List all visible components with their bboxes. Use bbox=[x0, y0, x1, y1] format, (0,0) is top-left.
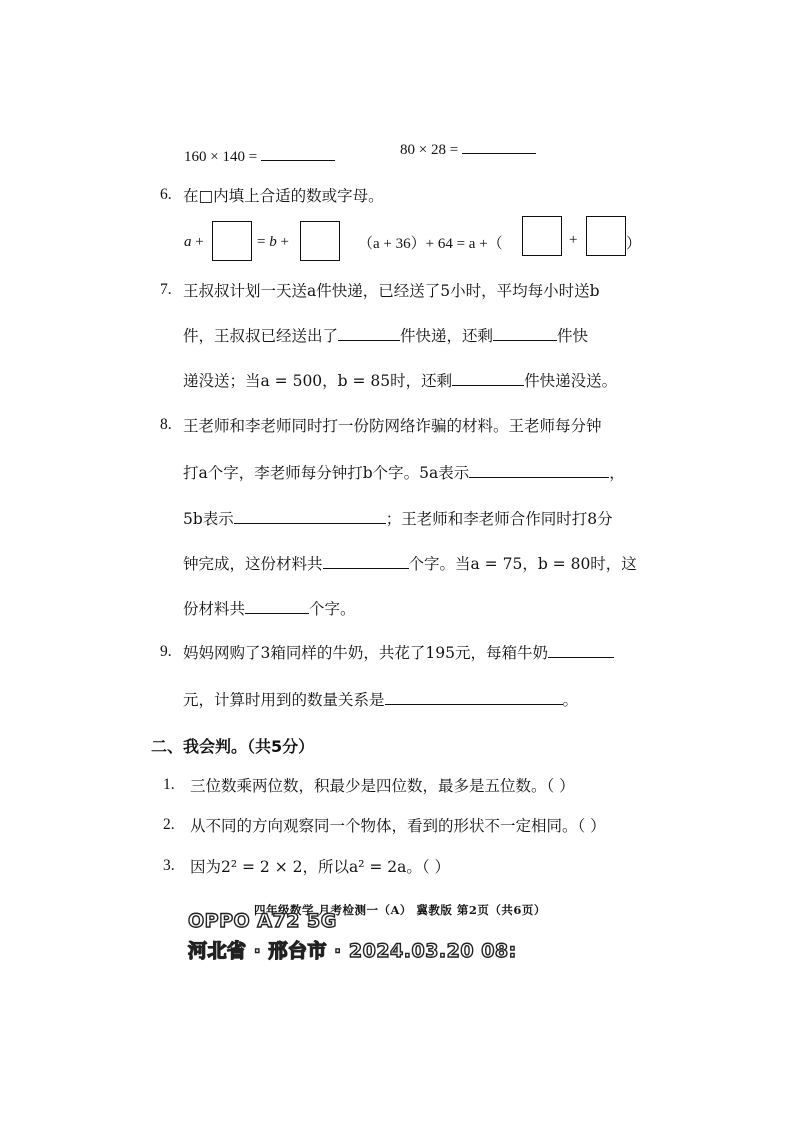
q8-line2-part2: ， bbox=[609, 464, 625, 482]
q8-line3-part2: ；王老师和李老师合作同时打8分 bbox=[385, 510, 613, 528]
q8-line3 bbox=[183, 507, 613, 529]
q8-line2-part1: 打a个字，李老师每分钟打b个字。5a表示 bbox=[183, 464, 470, 482]
q8-line5-part2: 个字。 bbox=[309, 600, 356, 618]
q9-blank-1[interactable] bbox=[548, 643, 614, 658]
q5-expression-left bbox=[184, 146, 335, 166]
q9-number: 9. bbox=[160, 643, 172, 660]
q7-line3-part2: 件快递没送。 bbox=[524, 372, 618, 390]
q7-line2-part3: 件快 bbox=[557, 327, 589, 345]
s2-item1-number: 1. bbox=[163, 776, 175, 793]
q8-line2 bbox=[183, 461, 625, 483]
q7-line3 bbox=[183, 369, 617, 391]
q6-number: 6. bbox=[160, 186, 172, 203]
q7-blank-3[interactable] bbox=[452, 371, 524, 386]
q8-line4-part1: 钟完成，这份材料共 bbox=[183, 555, 323, 573]
q6-expr2: （a + 36）+ 64 = a +（ bbox=[358, 236, 503, 252]
q8-line3-part1: 5b表示 bbox=[183, 510, 234, 528]
var-b: b bbox=[269, 234, 277, 250]
s2-item2-number: 2. bbox=[163, 816, 175, 833]
q8-blank-2[interactable] bbox=[234, 509, 386, 524]
section2-title: 二、我会判。（共5分） bbox=[151, 737, 315, 756]
s2-item3-number: 3. bbox=[163, 857, 175, 874]
var-a: a bbox=[184, 234, 192, 250]
watermark-device: OPPO A72 5G bbox=[188, 910, 337, 932]
q7-line2-part2: 件快递，还剩 bbox=[400, 327, 494, 345]
equals-sign: = bbox=[257, 234, 270, 250]
q8-line4-part2: 个字。当a = 75，b = 80时，这 bbox=[408, 555, 637, 573]
q9-line2-part1: 元，计算时用到的数量关系是 bbox=[183, 691, 385, 709]
q5-left-blank bbox=[261, 146, 335, 161]
q8-blank-1[interactable] bbox=[469, 463, 609, 478]
q9-line2 bbox=[183, 688, 578, 710]
s2-item2-text: 从不同的方向观察同一个物体，看到的形状不一定相同。（ ） bbox=[190, 817, 606, 835]
q6-expr1-a bbox=[184, 234, 204, 251]
q9-line1 bbox=[183, 641, 614, 663]
q7-line1: 王叔叔计划一天送a件快递，已经送了5小时，平均每小时送b bbox=[183, 282, 600, 300]
q7-line3-part1: 递没送；当a = 500，b = 85时，还剩 bbox=[183, 372, 453, 390]
q9-line1-text: 妈妈网购了3箱同样的牛奶，共花了195元，每箱牛奶 bbox=[183, 644, 548, 662]
q6-expr1-b bbox=[257, 234, 289, 251]
q8-line4 bbox=[183, 552, 637, 574]
q7-number: 7. bbox=[160, 281, 172, 298]
q7-blank-2[interactable] bbox=[493, 326, 557, 341]
q7-line2-part1: 件，王叔叔已经送出了 bbox=[183, 327, 339, 345]
q8-number: 8. bbox=[160, 416, 172, 433]
q5-expression-right bbox=[400, 139, 536, 159]
q5-left-text: 160 × 140 = bbox=[184, 149, 258, 165]
q6-expr2-close: ） bbox=[626, 236, 642, 252]
q6-expr2-plus: + bbox=[569, 232, 578, 248]
q6-answer-box-2[interactable] bbox=[300, 221, 340, 261]
q6-answer-box-3[interactable] bbox=[522, 216, 562, 256]
q6-prompt: 在□内填上合适的数或字母。 bbox=[183, 187, 384, 205]
q7-line2 bbox=[183, 324, 588, 346]
watermark-location: 河北省 · 邢台市 · 2024.03.20 08: bbox=[188, 940, 517, 962]
plus-sign: + bbox=[195, 234, 204, 250]
page-footer: 四年级数学 月考检测一（A） 冀教版 第2页（共6页） bbox=[254, 903, 546, 917]
plus-sign: + bbox=[280, 234, 289, 250]
q8-line5 bbox=[183, 597, 356, 619]
q6-answer-box-4[interactable] bbox=[586, 216, 626, 256]
q5-right-text: 80 × 28 = bbox=[400, 142, 459, 158]
q8-line5-part1: 份材料共 bbox=[183, 600, 246, 618]
q8-blank-4[interactable] bbox=[245, 599, 309, 614]
s2-item1-text: 三位数乘两位数，积最少是四位数，最多是五位数。（ ） bbox=[190, 777, 575, 795]
q9-blank-2[interactable] bbox=[385, 690, 563, 705]
q7-blank-1[interactable] bbox=[338, 326, 400, 341]
s2-item3-text: 因为2² = 2 × 2，所以a² = 2a。（ ） bbox=[190, 858, 451, 876]
q8-blank-3[interactable] bbox=[323, 554, 409, 569]
q8-line1: 王老师和李老师同时打一份防网络诈骗的材料。王老师每分钟 bbox=[183, 417, 602, 435]
q9-line2-part2: 。 bbox=[562, 691, 579, 709]
q6-answer-box-1[interactable] bbox=[212, 221, 252, 261]
q5-right-blank bbox=[462, 139, 536, 154]
